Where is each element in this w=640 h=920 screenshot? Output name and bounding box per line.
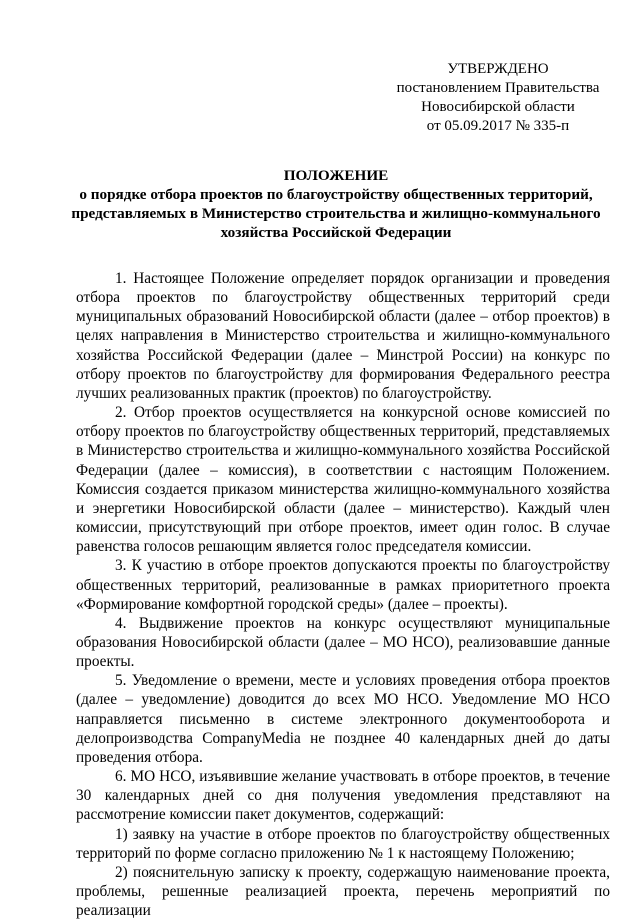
- document-heading: [56, 166, 616, 242]
- paragraph-6-item-2: 2) пояснительную записку к проекту, содержащую наименование проекта, проблемы, решенные реализацией проекта, перечень мероприятий по реализации: [76, 863, 610, 920]
- approval-line-approved: УТВЕРЖДЕНО: [447, 61, 549, 77]
- paragraph-6: 6. МО НСО, изъявившие желание участвовать в отборе проектов, в течение 30 календарных дней со дня получения уведомления представляют на рассмотрение комиссии пакет документов, содержащий:: [76, 768, 610, 824]
- document-subtitle-line-1: о порядке отбора проектов по благоустройству общественных территорий,: [79, 186, 593, 203]
- document-title: ПОЛОЖЕНИЕ: [283, 167, 389, 184]
- paragraph-4: 4. Выдвижение проектов на конкурс осуществляют муниципальные образования Новосибирской области (далее – МО НСО), реализовавшие данные проекты.: [76, 614, 610, 671]
- approval-line-decree: постановлением Правительства: [396, 80, 600, 96]
- paragraph-1: 1. Настоящее Положение определяет порядок организации и проведения отбора проектов по благоустройству общественных территорий среди муниципальных образований Новосибирской области (далее – отбор проектов) в целях направления в Министерство строительства и жилищно-коммунального хозяйства Российской Федерации (далее – Минстрой России) на конкурс по отбору проектов по благоустройству для формирования Федерального реестра лучших реализованных практик (проектов) по благоустройству.: [76, 270, 610, 402]
- approval-stamp: [392, 60, 604, 136]
- paragraph-3: 3. К участию в отборе проектов допускаются проекты по благоустройству общественных территорий, реализованные в рамках приоритетного проекта «Формирование комфортной городской среды» (далее – проекты).: [76, 557, 610, 613]
- document-subtitle-line-2: представляемых в Министерство строительства и жилищно-коммунального: [71, 205, 601, 222]
- paragraph-6-item-1: 1) заявку на участие в отборе проектов по благоустройству общественных территорий по форме согласно приложению № 1 к настоящему Положению;: [76, 825, 610, 862]
- approval-line-date-number: от 05.09.2017 № 335-п: [426, 118, 570, 134]
- paragraph-5: 5. Уведомление о времени, месте и условиях проведения отбора проектов (далее – уведомление) доводится до всех МО НСО. Уведомление МО НСО направляется письменно в системе электронного документооборота и делопроизводства CompanyMedia не позднее 40 календарных дней до даты проведения отбора.: [76, 672, 610, 766]
- document-body: [76, 269, 610, 920]
- paragraph-2: 2. Отбор проектов осуществляется на конкурсной основе комиссией по отбору проектов по благоустройству общественных территорий, представляемых в Министерство строительства и жилищно-коммунального хозяйства Российской Федерации (далее – комиссия), в соответствии с настоящим Положением. Комиссия создается приказом министерства жилищно-коммунального хозяйства и энергетики Новосибирской области (далее – министерство). Каждый член комиссии, присутствующий при отборе проектов, имеет один голос. В случае равенства голосов решающим является голос председателя комиссии.: [76, 404, 610, 556]
- document-subtitle-line-3: хозяйства Российской Федерации: [220, 224, 452, 241]
- approval-line-region: Новосибирской области: [421, 99, 575, 115]
